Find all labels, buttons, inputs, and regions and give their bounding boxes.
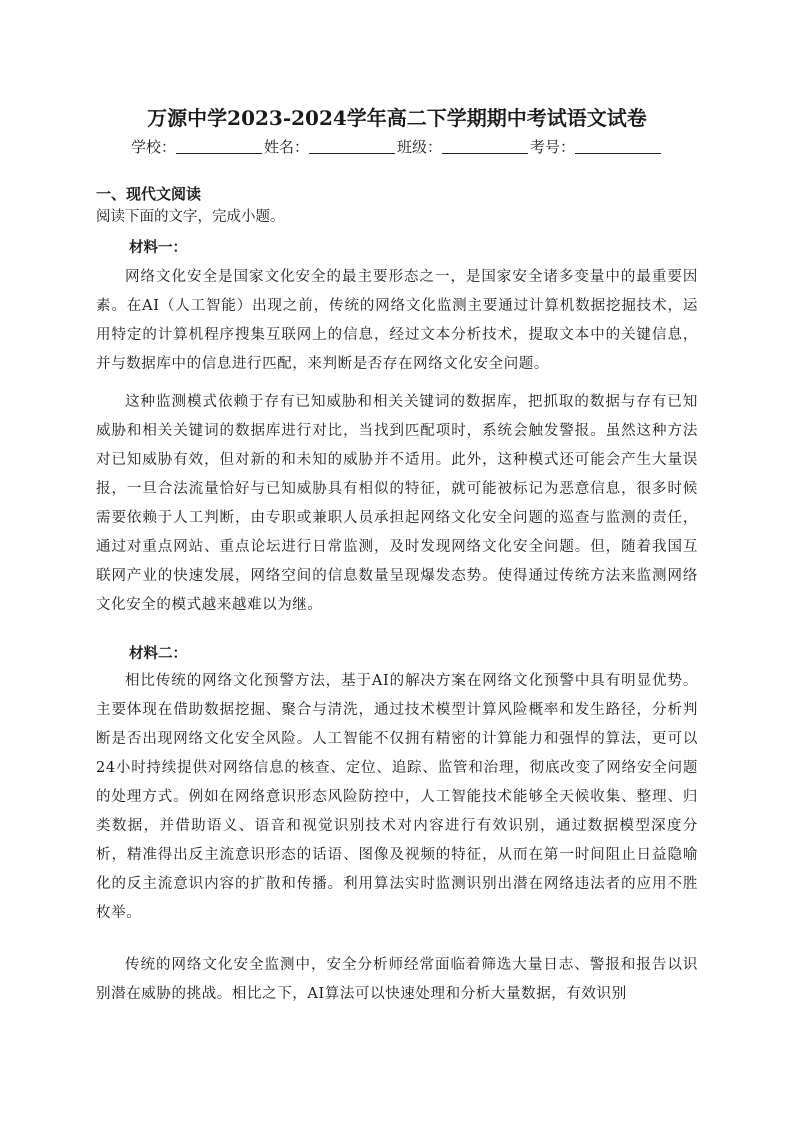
school-label: 学校： [130, 138, 176, 156]
section-instruction: 阅读下面的文字，完成小题。 [96, 209, 285, 225]
material-2-paragraph-1: 相比传统的网络文化预警方法，基于AI的解决方案在网络文化预警中具有明显优势。主要体现在借助数据挖掘、聚合与清洗，通过技术模型计算风险概率和发生路径，分析判断是否出现网络文化安全风险。人工智能不仅拥有精密的计算能力和强悍的算法，更可以24小时持续提供对网络信息的核查、定位、追踪、监管和治理，彻底改变了网络安全问题的处理方式。例如在网络意识形态风险防控中，人工智能技术能够全天候收集、整理、归类数据，并借助语义、语音和视觉识别技术对内容进行有效识别，通过数据模型深度分析，精准得出反主流意识形态的话语、图像及视频的特征，从而在第一时间阻止日益隐喻化的反主流意识内容的扩散和传播。利用算法实时监测识别出潜在网络违法者的应用不胜枚举。 [96, 673, 698, 921]
material-2-label: 材料二： [129, 646, 187, 662]
name-label: 姓名： [263, 138, 309, 156]
section-heading: 一、现代文阅读 [96, 185, 202, 203]
name-blank [309, 139, 395, 154]
class-blank [442, 139, 528, 154]
material-1-paragraph-1: 网络文化安全是国家文化安全的最主要形态之一，是国家安全诸多变量中的最重要因素。在AI（人工智能）出现之前，传统的网络文化监测主要通过计算机数据挖掘技术，运用特定的计算机程序搜集互联网上的信息，经过文本分析技术，提取文本中的关键信息，并与数据库中的信息进行匹配，来判断是否存在网络文化安全问题。 [96, 269, 698, 372]
material-1-paragraph-2: 这种监测模式依赖于存有已知威胁和相关关键词的数据库，把抓取的数据与存有已知威胁和相关关键词的数据库进行对比，当找到匹配项时，系统会触发警报。虽然这种方法对已知威胁有效，但对新的和未知的威胁并不适用。此外，这种模式还可能会产生大量误报，一旦合法流量恰好与已知威胁具有相似的特征，就可能被标记为恶意信息，很多时候需要依赖于人工判断，由专职或兼职人员承担起网络文化安全问题的巡查与监测的责任，通过对重点网站、重点论坛进行日常监测，及时发现网络文化安全问题。但，随着我国互联网产业的快速发展，网络空间的信息数量呈现爆发态势。使得通过传统方法来监测网络文化安全的模式越来越难以为继。 [96, 394, 698, 613]
student-info-line [0, 136, 794, 157]
class-label: 班级： [397, 138, 443, 156]
exam-title: 万源中学2023-2024学年高二下学期期中考试语文试卷 [147, 106, 647, 130]
material-2-paragraph-2: 传统的网络文化安全监测中，安全分析师经常面临着筛选大量日志、警报和报告以识别潜在威胁的挑战。相比之下，AI算法可以快速处理和分析大量数据，有效识别 [96, 957, 698, 1002]
exam-number-label: 考号： [530, 138, 576, 156]
material-1-label: 材料一： [129, 240, 187, 256]
school-blank [176, 139, 262, 154]
exam-number-blank [575, 139, 661, 154]
